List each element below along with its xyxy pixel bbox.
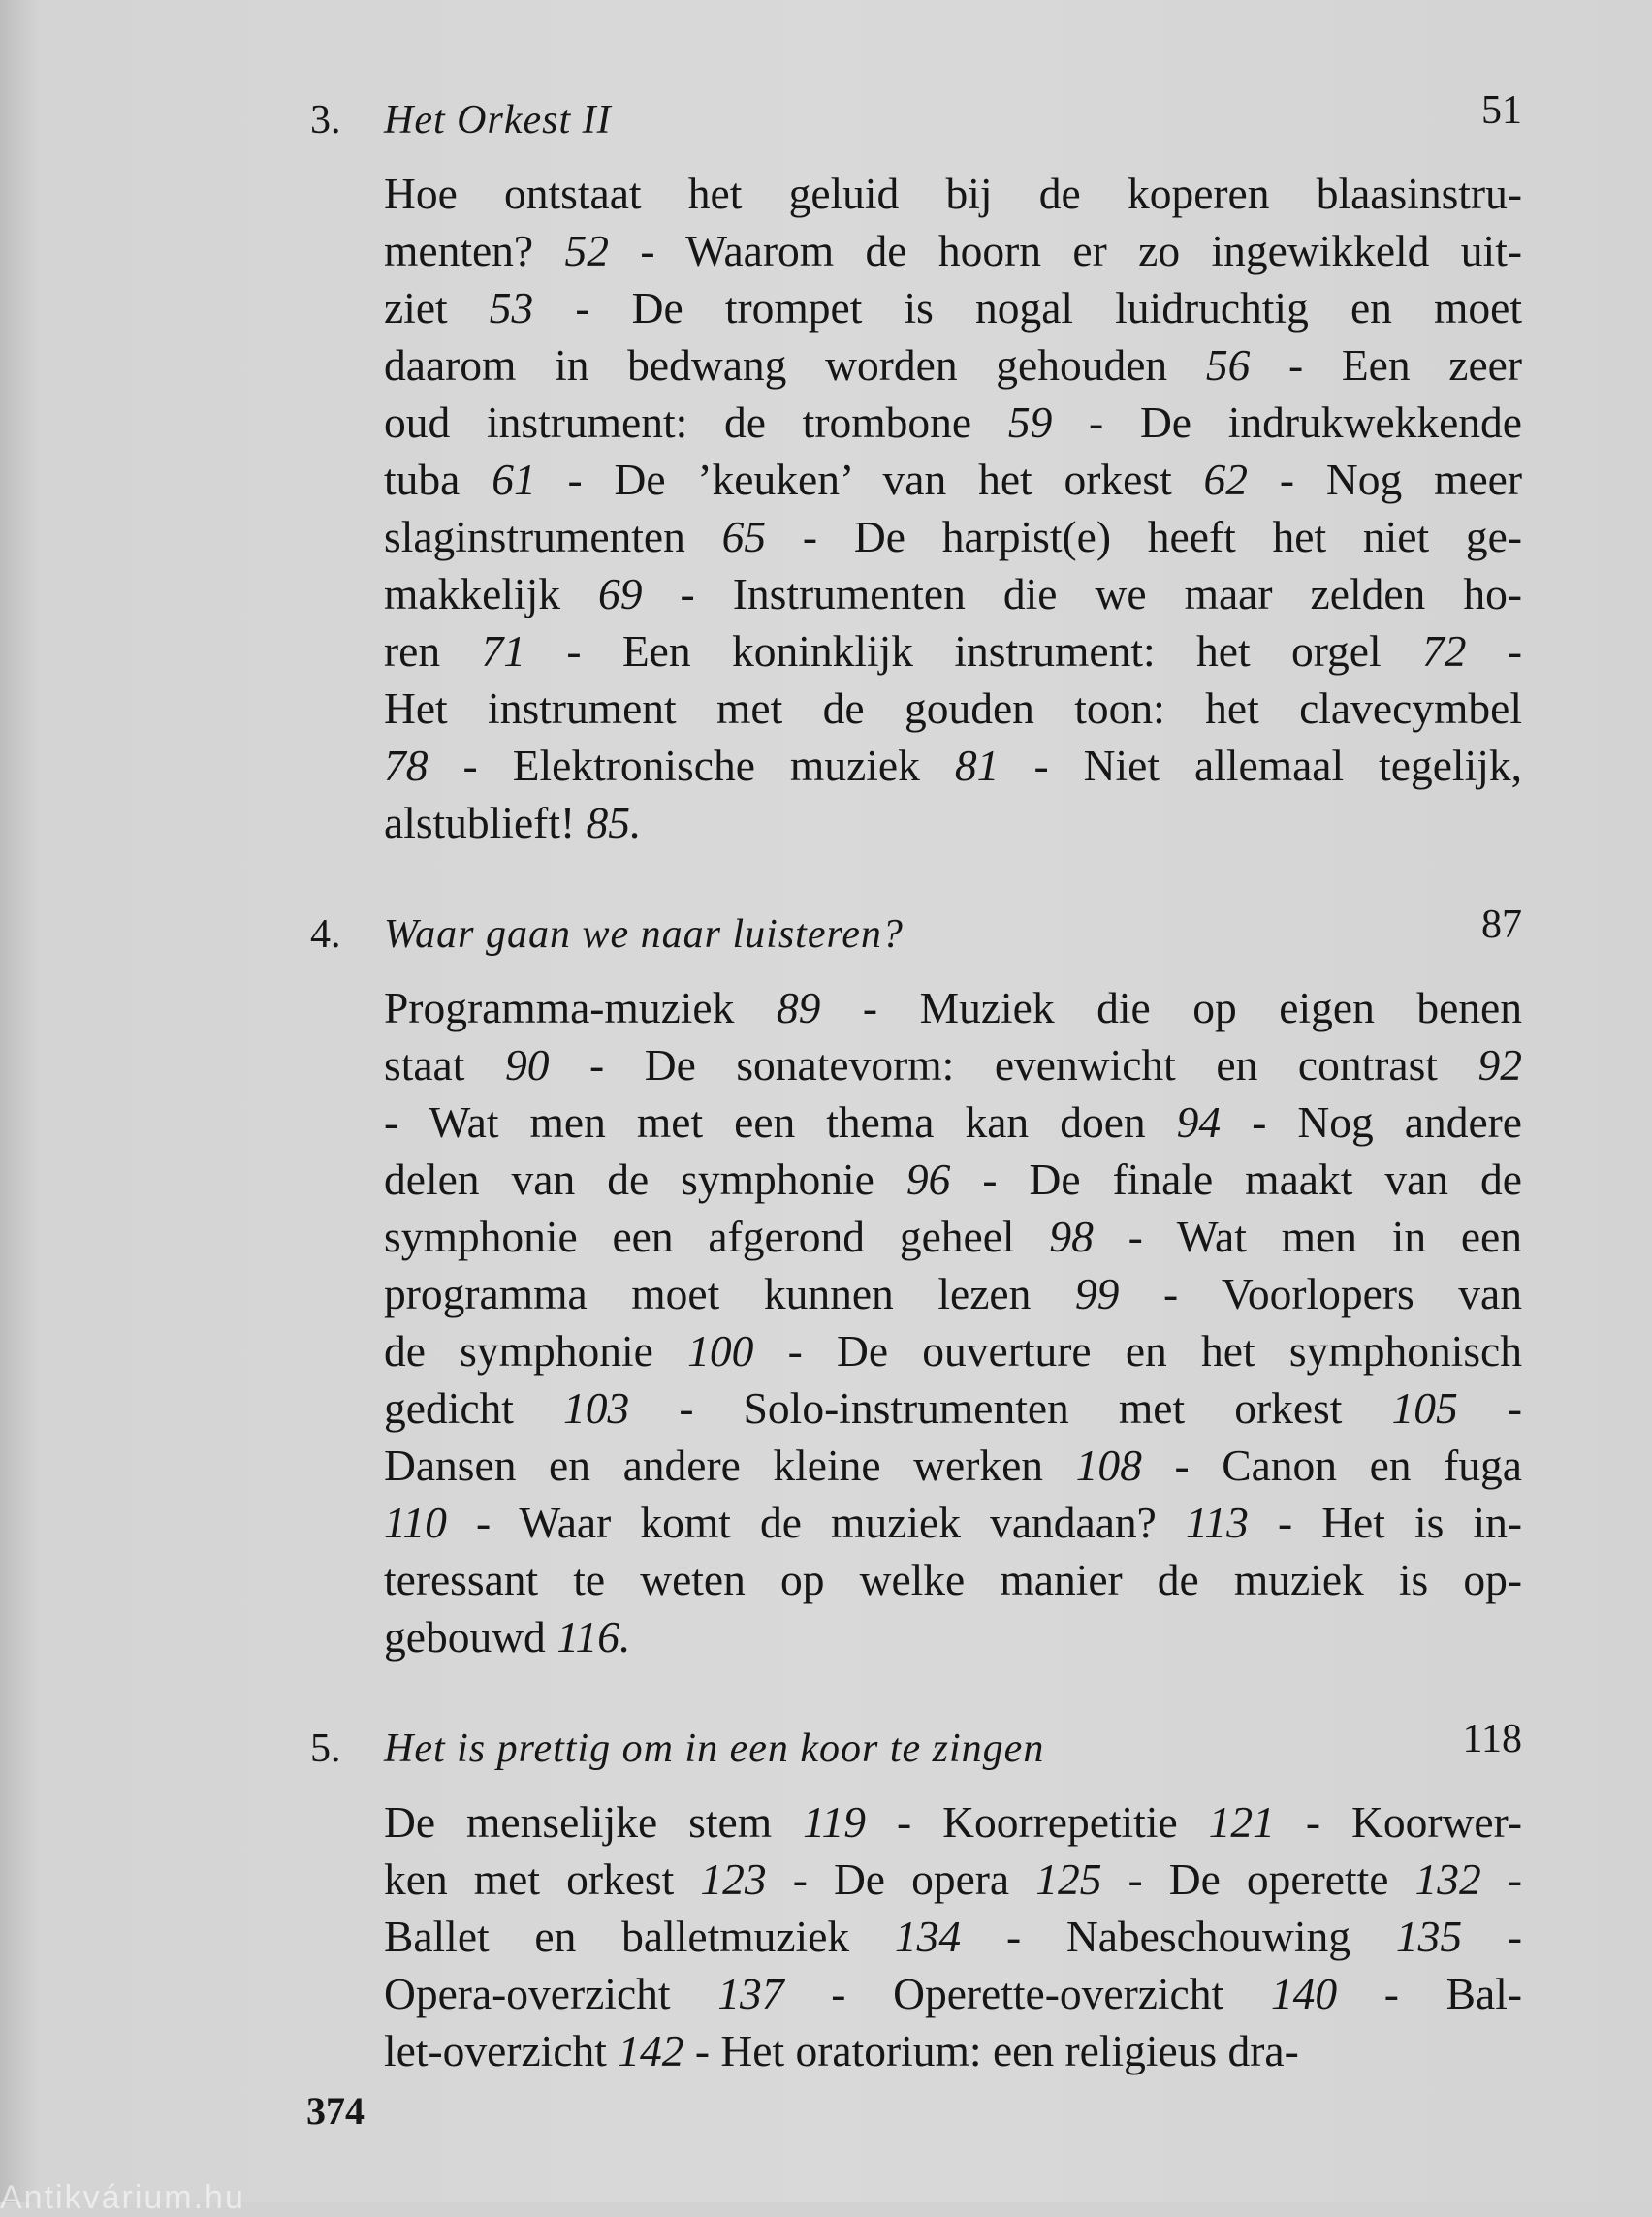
page-reference: 134 bbox=[894, 1912, 962, 1961]
chapter-number: 4. bbox=[310, 912, 341, 957]
chapter-page-number: 87 bbox=[1481, 903, 1522, 947]
contents-line: makkelijk 69 - Instrumenten die we maar zelden ho- bbox=[384, 569, 1522, 618]
page-reference: 81 bbox=[954, 741, 1000, 790]
contents-line: oud instrument: de trombone 59 - De indrukwekkende bbox=[384, 397, 1522, 447]
contents-line: let-overzicht 142 - Het oratorium: een religieus dra- bbox=[384, 2026, 1299, 2075]
chapter-title: Waar gaan we naar luisteren? bbox=[384, 912, 904, 957]
page-reference: 137 bbox=[717, 1969, 784, 2018]
contents-line: menten? 52 - Waarom de hoorn er zo ingewikkeld uit- bbox=[384, 226, 1522, 275]
page-reference: 103 bbox=[563, 1383, 630, 1433]
contents-line: slaginstrumenten 65 - De harpist(e) heeft het niet ge- bbox=[384, 512, 1522, 561]
page-reference: 85. bbox=[586, 798, 642, 847]
page-reference: 108 bbox=[1075, 1441, 1142, 1490]
page-reference: 125 bbox=[1035, 1854, 1102, 1904]
page-reference: 99 bbox=[1074, 1269, 1120, 1318]
page-reference: 98 bbox=[1049, 1212, 1094, 1261]
page-reference: 132 bbox=[1414, 1854, 1481, 1904]
contents-line: programma moet kunnen lezen 99 - Voorlopers van bbox=[384, 1269, 1522, 1318]
contents-line: Programma-muziek 89 - Muziek die op eigen benen bbox=[384, 983, 1522, 1032]
contents-line: tuba 61 - De ’keuken’ van het orkest 62 - Nog meer bbox=[384, 455, 1523, 504]
chapter-heading bbox=[310, 88, 1522, 165]
page-reference: 62 bbox=[1203, 455, 1249, 504]
page-reference: 65 bbox=[721, 512, 767, 561]
page-reference: 121 bbox=[1208, 1797, 1275, 1847]
page-reference: 56 bbox=[1205, 340, 1251, 390]
contents-line: ziet 53 - De trompet is nogal luidruchtig en moet bbox=[384, 283, 1522, 333]
contents-line: symphonie een afgerond geheel 98 - Wat men in een bbox=[384, 1212, 1523, 1261]
page-reference: 72 bbox=[1421, 626, 1467, 676]
page-reference: 78 bbox=[384, 741, 429, 790]
page-reference: 142 bbox=[618, 2026, 684, 2075]
page-reference: 89 bbox=[776, 983, 821, 1032]
contents-line: daarom in bedwang worden gehouden 56 - Een zeer bbox=[384, 340, 1522, 390]
contents-line: Het instrument met de gouden toon: het clavecymbel bbox=[384, 683, 1522, 733]
contents-line: gebouwd 116. bbox=[384, 1612, 631, 1662]
chapter-page-number: 51 bbox=[1481, 88, 1522, 133]
contents-line: Opera-overzicht 137 - Operette-overzicht 140 - Bal- bbox=[384, 1969, 1522, 2018]
chapter-contents bbox=[384, 1793, 1522, 2079]
contents-line: alstublieft! 85. bbox=[384, 798, 642, 847]
page-reference: 123 bbox=[700, 1854, 767, 1904]
page-folio: 374 bbox=[306, 2089, 365, 2133]
page-reference: 116. bbox=[556, 1612, 631, 1662]
page-reference: 119 bbox=[803, 1797, 866, 1847]
page-reference: 69 bbox=[598, 569, 643, 618]
page-reference: 140 bbox=[1270, 1969, 1338, 2018]
chapter-heading bbox=[310, 903, 1522, 979]
chapter-heading bbox=[310, 1717, 1522, 1793]
chapter-number: 3. bbox=[310, 98, 341, 143]
page-reference: 90 bbox=[504, 1040, 550, 1090]
contents-line: Dansen en andere kleine werken 108 - Canon en fuga bbox=[384, 1441, 1522, 1490]
contents-line: ken met orkest 123 - De opera 125 - De operette 132 - bbox=[384, 1854, 1522, 1904]
chapter-4 bbox=[310, 903, 1523, 1665]
contents-line: ren 71 - Een koninklijk instrument: het orgel 72 - bbox=[384, 626, 1522, 676]
contents-line: gedicht 103 - Solo-instrumenten met orkest 105 - bbox=[384, 1383, 1522, 1433]
contents-line: 110 - Waar komt de muziek vandaan? 113 - Het is in- bbox=[384, 1498, 1522, 1547]
page-reference: 113 bbox=[1185, 1498, 1249, 1547]
page-reference: 52 bbox=[564, 226, 610, 275]
page-reference: 110 bbox=[384, 1498, 447, 1547]
page-reference: 53 bbox=[489, 283, 534, 333]
page-reference: 92 bbox=[1477, 1040, 1522, 1090]
contents-line: 78 - Elektronische muziek 81 - Niet allemaal tegelijk, bbox=[384, 741, 1522, 790]
chapter-title: Het is prettig om in een koor te zingen bbox=[384, 1726, 1045, 1771]
contents-line: staat 90 - De sonatevorm: evenwicht en contrast 92 bbox=[384, 1040, 1522, 1090]
watermark: Antikvárium.hu bbox=[0, 2179, 245, 2216]
page-reference: 59 bbox=[1007, 397, 1053, 447]
contents-line: teressant te weten op welke manier de muziek is op- bbox=[384, 1555, 1522, 1604]
page-reference: 71 bbox=[481, 626, 525, 676]
chapter-title: Het Orkest II bbox=[384, 98, 612, 143]
chapter-3 bbox=[310, 88, 1523, 851]
chapter-number: 5. bbox=[310, 1726, 341, 1771]
chapter-5 bbox=[310, 1717, 1522, 2079]
contents-line: De menselijke stem 119 - Koorrepetitie 121 - Koorwer- bbox=[384, 1797, 1522, 1847]
page-reference: 94 bbox=[1176, 1097, 1222, 1147]
page-reference: 61 bbox=[492, 455, 536, 504]
contents-line: Hoe ontstaat het geluid bij de koperen blaasinstru- bbox=[384, 169, 1522, 218]
page-reference: 105 bbox=[1391, 1383, 1458, 1433]
page-reference: 135 bbox=[1395, 1912, 1463, 1961]
contents-line: Ballet en balletmuziek 134 - Nabeschouwing 135 - bbox=[384, 1912, 1522, 1961]
contents-line: de symphonie 100 - De ouverture en het symphonisch bbox=[384, 1326, 1522, 1376]
contents-line: - Wat men met een thema kan doen 94 - Nog andere bbox=[384, 1097, 1522, 1147]
chapter-contents bbox=[384, 165, 1522, 851]
page-reference: 100 bbox=[687, 1326, 754, 1376]
chapter-page-number: 118 bbox=[1462, 1717, 1522, 1761]
chapter-contents bbox=[384, 979, 1522, 1665]
contents-line: delen van de symphonie 96 - De finale maakt van de bbox=[384, 1155, 1522, 1204]
page-reference: 96 bbox=[905, 1155, 951, 1204]
